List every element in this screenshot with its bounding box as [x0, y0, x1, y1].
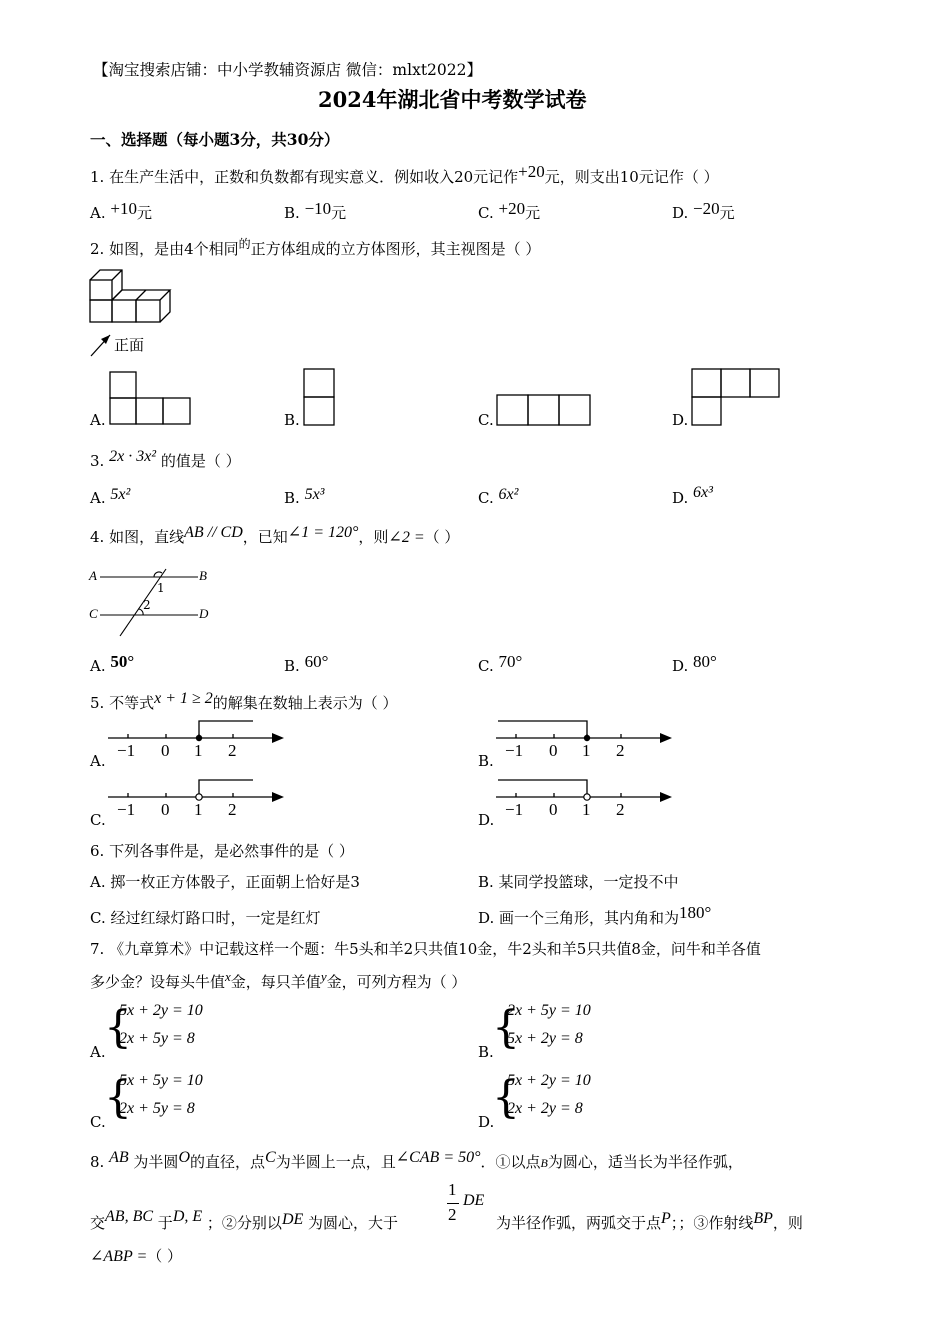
q2-option-a[interactable]: A.	[90, 411, 106, 429]
section-heading: 一、选择题（每小题3分，共30分）	[90, 130, 340, 149]
q5-a-tick-neg1: −1	[117, 741, 136, 760]
q5-b-tick-0: 0	[549, 741, 558, 760]
q5-c-tick-2: 2	[228, 800, 237, 819]
q1-option-b[interactable]: B. −10元	[284, 199, 347, 222]
q5-stem: 5. 不等式x + 1 ≥ 2的解集在数轴上表示为（ ）	[90, 690, 398, 712]
q5-c-tick-1: 1	[194, 800, 203, 819]
fig-angle-1: 1	[157, 581, 165, 595]
q8-stem-line2: 交AB, BC 于D, E ；②分别以DE 为圆心，大于	[90, 1208, 399, 1232]
q8-stem-line1: 8. AB 为半圆O的直径，点C为半圆上一点，且∠CAB = 50°．①以点B为圆心，适当长为半径作弧，	[90, 1149, 743, 1171]
q7-option-a[interactable]: A.	[90, 1043, 106, 1061]
q5-d-tick-2: 2	[616, 800, 625, 819]
q3-option-b[interactable]: B. 5x³	[284, 486, 325, 507]
q8-frac-de: DE	[463, 1192, 485, 1209]
header-note: 【淘宝搜索店铺：中小学教辅资源店 微信：mlxt2022】	[93, 61, 483, 79]
q5-b-tick-2: 2	[616, 741, 625, 760]
q3-stem: 3. 2x · 3x² 的值是（ ）	[90, 448, 241, 470]
q2-option-d[interactable]: D.	[672, 411, 689, 429]
q7-stem-line1: 7. 《九章算术》中记载这样一个题：牛5头和羊2只共值10金，牛2头和羊5只共值8金，问牛和羊各值	[90, 940, 761, 958]
q2-option-b-shape	[302, 368, 338, 428]
page-title: 2024年湖北省中考数学试卷	[318, 87, 587, 112]
q6-option-c[interactable]: C. 经过红绿灯路口时，一定是红灯	[90, 909, 321, 927]
q5-option-c[interactable]: C.	[90, 811, 106, 829]
q4-option-a[interactable]: A. 50°	[90, 652, 135, 675]
fig-label-d: D	[199, 606, 209, 621]
q7-a-eq2: 2x + 5y = 8	[119, 1030, 195, 1047]
q8-frac-num: 1	[448, 1180, 457, 1199]
q7-b-brace: {	[492, 1002, 520, 1053]
q7-option-d[interactable]: D.	[478, 1113, 495, 1131]
q7-b-eq1: 2x + 5y = 10	[507, 1002, 591, 1019]
fig-angle-2: 2	[143, 598, 151, 612]
front-label: 正面	[114, 336, 145, 354]
fig-label-c: C	[89, 606, 98, 621]
q5-d-tick-0: 0	[549, 800, 558, 819]
q5-a-tick-2: 2	[228, 741, 237, 760]
q5-c-tick-0: 0	[161, 800, 170, 819]
q4-option-b[interactable]: B. 60°	[284, 652, 329, 675]
q8-stem-line3: ∠ABP =（ ）	[90, 1247, 183, 1265]
q3-option-d[interactable]: D. 6x³	[672, 484, 713, 507]
q6-option-b[interactable]: B. 某同学投篮球，一定投不中	[478, 873, 679, 891]
q8-frac-den: 2	[448, 1205, 457, 1224]
q8-frac-bar	[447, 1203, 459, 1204]
q7-option-c[interactable]: C.	[90, 1113, 106, 1131]
fig-label-b: B	[199, 568, 207, 583]
q7-d-eq2: 2x + 2y = 8	[507, 1100, 583, 1117]
q5-b-tick-1: 1	[582, 741, 591, 760]
q1-option-a[interactable]: A. +10元	[90, 199, 152, 222]
q5-option-d[interactable]: D.	[478, 811, 495, 829]
q6-stem: 6. 下列各事件是，是必然事件的是（ ）	[90, 842, 354, 860]
q7-option-b[interactable]: B.	[478, 1043, 494, 1061]
q3-option-c[interactable]: C. 6x²	[478, 486, 519, 507]
q7-b-eq2: 5x + 2y = 8	[507, 1030, 583, 1047]
q7-stem-line2: 多少金？设每头牛值x金，每只羊值y金，可列方程为（ ）	[90, 969, 467, 991]
q2-stem: 2. 如图，是由4个相同$^的$正方体组成的立方体图形，其主视图是（ ）	[90, 237, 541, 258]
q3-option-a[interactable]: A. 5x²	[90, 486, 131, 507]
q4-stem: 4. 如图，直线AB // CD，已知∠1 = 120°，则∠2 =（ ）	[90, 524, 460, 546]
fig-label-a: A	[89, 568, 97, 583]
q7-d-eq1: 5x + 2y = 10	[507, 1072, 591, 1089]
q8-stem-line2b: 为半径作弧，两弧交于点P；；③作射线BP，则	[496, 1210, 803, 1232]
q2-option-c[interactable]: C.	[478, 411, 494, 429]
q5-b-tick-neg1: −1	[505, 741, 524, 760]
q1-option-c[interactable]: C. +20元	[478, 199, 541, 222]
q7-a-eq1: 5x + 2y = 10	[119, 1002, 203, 1019]
q7-a-brace: {	[104, 1002, 132, 1053]
q4-option-c[interactable]: C. 70°	[478, 652, 523, 675]
q5-d-tick-1: 1	[582, 800, 591, 819]
q7-c-brace: {	[104, 1072, 132, 1123]
q2-option-a-shape	[109, 371, 193, 427]
q1-option-d[interactable]: D. −20元	[672, 199, 735, 222]
q2-option-b[interactable]: B.	[284, 411, 300, 429]
q7-c-eq2: 2x + 5y = 8	[119, 1100, 195, 1117]
q4-option-d[interactable]: D. 80°	[672, 652, 717, 675]
q2-option-d-shape	[690, 368, 782, 428]
q7-c-eq1: 5x + 5y = 10	[119, 1072, 203, 1089]
q7-d-brace: {	[492, 1072, 520, 1123]
q5-d-tick-neg1: −1	[505, 800, 524, 819]
q5-option-a[interactable]: A.	[90, 752, 106, 770]
q1-stem: 1. 在生产生活中，正数和负数都有现实意义．例如收入20元记作+20元，则支出10元记作（ ）	[90, 162, 719, 186]
q5-option-b[interactable]: B.	[478, 752, 494, 770]
q6-option-a[interactable]: A. 掷一枚正方体骰子，正面朝上恰好是3	[90, 873, 360, 891]
q5-c-tick-neg1: −1	[117, 800, 136, 819]
q5-a-tick-0: 0	[161, 741, 170, 760]
q5-a-tick-1: 1	[194, 741, 203, 760]
q2-option-c-shape	[495, 393, 595, 429]
q6-option-d[interactable]: D. 画一个三角形，其内角和为180°	[478, 903, 712, 927]
